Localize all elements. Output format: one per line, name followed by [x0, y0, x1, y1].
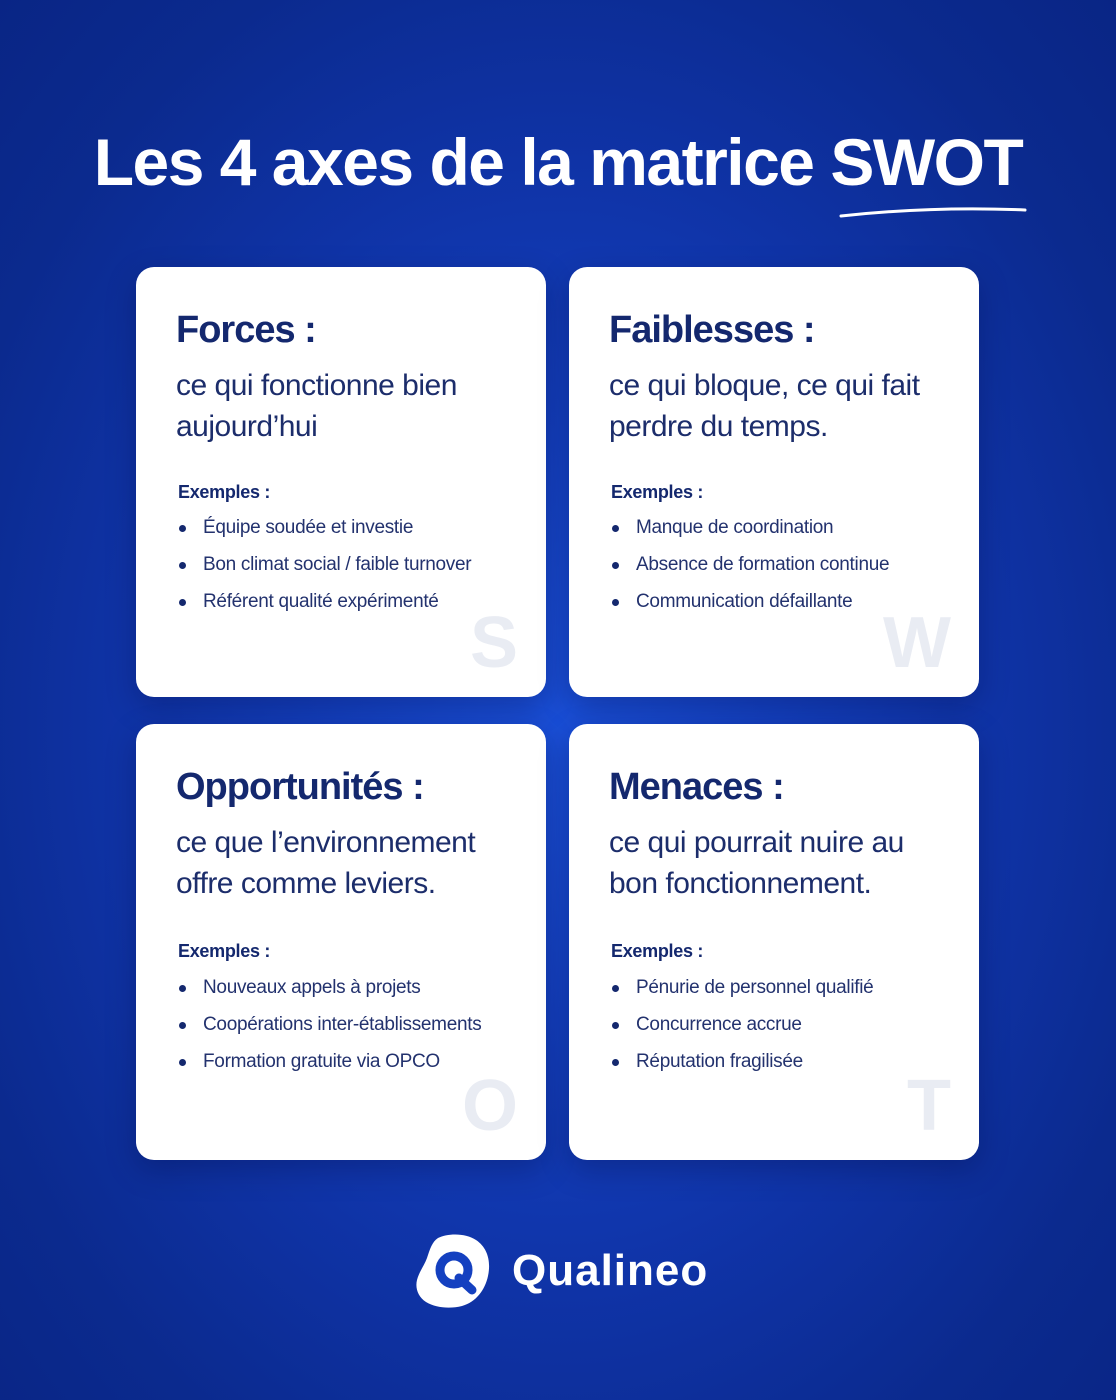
- example-item: Référent qualité expérimenté: [178, 589, 471, 626]
- card-description: ce qui pourrait nuire au bon fonctionnement.: [609, 826, 904, 900]
- example-item: Absence de formation continue: [611, 552, 889, 589]
- swot-card-opportunities: [136, 724, 546, 1160]
- card-title: Opportunités :: [176, 766, 424, 808]
- example-item: Coopérations inter-établissements: [178, 1012, 481, 1049]
- card-description: ce qui bloque, ce qui fait perdre du temps.: [609, 369, 920, 443]
- swot-card-weaknesses: [569, 267, 979, 697]
- example-item: Formation gratuite via OPCO: [178, 1049, 481, 1086]
- examples-label: Exemples :: [178, 482, 271, 502]
- watermark-letter: O: [461, 1066, 518, 1146]
- card-title: Faiblesses :: [609, 309, 815, 351]
- example-item: Réputation fragilisée: [611, 1049, 873, 1086]
- qualineo-q-icon: [414, 1232, 492, 1310]
- watermark-letter: S: [469, 603, 518, 683]
- swot-card-threats: [569, 724, 979, 1160]
- brand-name: Qualineo: [512, 1246, 709, 1295]
- watermark-letter: W: [883, 603, 951, 683]
- example-item: Bon climat social / faible turnover: [178, 552, 471, 589]
- example-item: Pénurie de personnel qualifié: [611, 975, 873, 1012]
- example-item: Communication défaillante: [611, 589, 889, 626]
- examples-list: [611, 515, 889, 626]
- example-item: Concurrence accrue: [611, 1012, 873, 1049]
- card-title: Menaces :: [609, 766, 784, 808]
- examples-list: [178, 515, 471, 626]
- title-underline: [838, 202, 1028, 222]
- watermark-letter: T: [907, 1066, 951, 1146]
- page-title: Les 4 axes de la matrice SWOT: [93, 125, 1023, 199]
- examples-label: Exemples :: [611, 482, 704, 502]
- card-title: Forces :: [176, 309, 316, 351]
- swot-card-strengths: [136, 267, 546, 697]
- examples-label: Exemples :: [611, 941, 704, 961]
- examples-list: [178, 975, 481, 1086]
- example-item: Manque de coordination: [611, 515, 889, 552]
- brand-logo: [414, 1232, 708, 1310]
- examples-list: [611, 975, 873, 1086]
- card-description: ce que l’environnement offre comme leviers.: [176, 826, 476, 900]
- examples-label: Exemples :: [178, 941, 271, 961]
- example-item: Équipe soudée et investie: [178, 515, 471, 552]
- card-description: ce qui fonctionne bien aujourd’hui: [176, 369, 457, 443]
- example-item: Nouveaux appels à projets: [178, 975, 481, 1012]
